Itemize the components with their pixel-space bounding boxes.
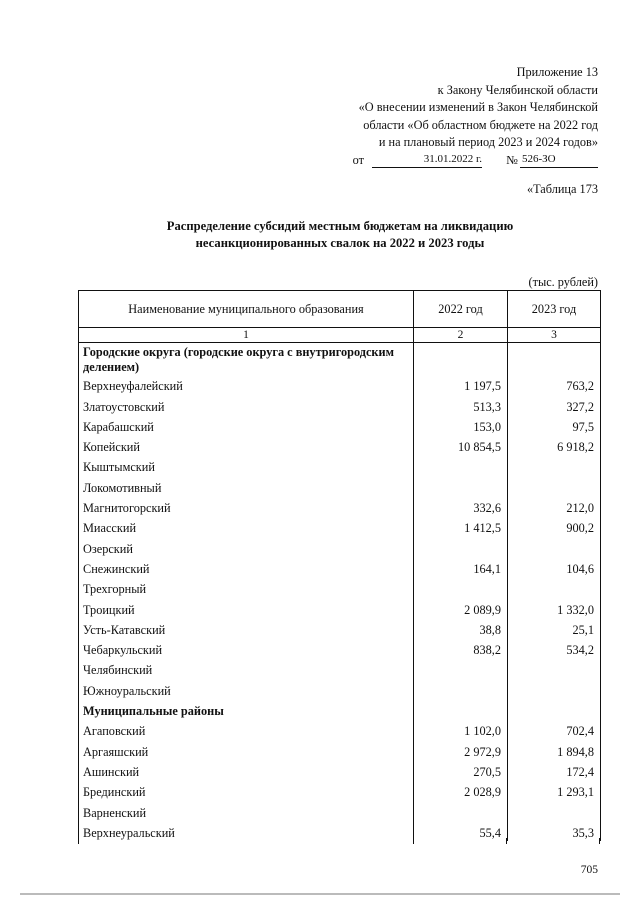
table-row <box>79 800 601 820</box>
value-2023: 702,4 <box>508 719 601 739</box>
table-row <box>79 435 601 455</box>
table-row <box>79 374 601 394</box>
municipality-name: Варненский <box>79 800 414 820</box>
appendix-line: Приложение 13 <box>516 65 598 79</box>
appendix-line: и на плановый период 2023 и 2024 годов» <box>378 135 598 149</box>
table-row <box>79 638 601 658</box>
table-row <box>79 455 601 475</box>
table-section-row <box>79 699 601 719</box>
table-row <box>79 719 601 739</box>
column-header-2022: 2022 год <box>414 291 508 328</box>
value-2022: 55,4 <box>414 821 508 841</box>
value-2023: 35,3 <box>508 821 601 841</box>
table-header-row <box>79 291 601 328</box>
value-2022 <box>414 475 508 495</box>
value-2023 <box>508 343 601 375</box>
column-number: 3 <box>508 328 601 343</box>
value-2023 <box>508 800 601 820</box>
value-2023 <box>508 475 601 495</box>
table-row <box>79 496 601 516</box>
table-reference: «Таблица 173 <box>526 182 598 196</box>
value-2023: 900,2 <box>508 516 601 536</box>
column-header-name: Наименование муниципального образования <box>79 291 414 328</box>
table-continuation <box>78 838 600 844</box>
municipality-name: Агаповский <box>79 719 414 739</box>
municipality-name: Магнитогорский <box>79 496 414 516</box>
value-2022: 2 028,9 <box>414 780 508 800</box>
document-title <box>80 218 600 252</box>
municipality-name: Кыштымский <box>79 455 414 475</box>
table-row <box>79 618 601 638</box>
value-2022: 1 412,5 <box>414 516 508 536</box>
table-row <box>79 394 601 414</box>
table-row <box>79 780 601 800</box>
value-2022 <box>414 536 508 556</box>
table-row <box>79 658 601 678</box>
value-2022: 2 089,9 <box>414 597 508 617</box>
municipality-name: Озерский <box>79 536 414 556</box>
table-row <box>79 739 601 759</box>
table-row <box>79 475 601 495</box>
title-line: несанкционированных свалок на 2022 и 2023 годы <box>195 236 485 250</box>
value-2023: 6 918,2 <box>508 435 601 455</box>
municipality-name: Муниципальные районы <box>79 699 414 719</box>
value-2023: 534,2 <box>508 638 601 658</box>
municipality-name: Ашинский <box>79 760 414 780</box>
value-2023 <box>508 577 601 597</box>
municipality-name: Челябинский <box>79 658 414 678</box>
value-2023 <box>508 699 601 719</box>
municipality-name: Городские округа (городские округа с внутригородским делением) <box>79 343 414 375</box>
law-number: 526-ЗО <box>520 152 598 168</box>
value-2022: 153,0 <box>414 415 508 435</box>
municipality-name: Миасский <box>79 516 414 536</box>
units-label: (тыс. рублей) <box>528 275 598 289</box>
value-2023: 104,6 <box>508 557 601 577</box>
value-2023: 212,0 <box>508 496 601 516</box>
title-line: Распределение субсидий местным бюджетам на ликвидацию <box>166 219 514 233</box>
column-number-row <box>79 328 601 343</box>
municipality-name: Верхнеуральский <box>79 821 414 841</box>
table-row <box>79 415 601 435</box>
law-date-number-line <box>298 152 598 170</box>
municipality-name: Аргаяшский <box>79 739 414 759</box>
column-number: 2 <box>414 328 508 343</box>
value-2023 <box>508 678 601 698</box>
column-header-2023: 2023 год <box>508 291 601 328</box>
value-2023: 327,2 <box>508 394 601 414</box>
value-2023 <box>508 658 601 678</box>
value-2022: 38,8 <box>414 618 508 638</box>
value-2022 <box>414 800 508 820</box>
value-2022: 1 197,5 <box>414 374 508 394</box>
value-2023: 1 293,1 <box>508 780 601 800</box>
value-2022 <box>414 658 508 678</box>
number-label: № <box>506 152 518 167</box>
municipality-name: Чебаркульский <box>79 638 414 658</box>
table-row <box>79 597 601 617</box>
value-2023: 97,5 <box>508 415 601 435</box>
municipality-name: Копейский <box>79 435 414 455</box>
municipality-name: Брединский <box>79 780 414 800</box>
value-2022: 1 102,0 <box>414 719 508 739</box>
value-2022: 2 972,9 <box>414 739 508 759</box>
appendix-header <box>298 64 598 170</box>
municipality-name: Карабашский <box>79 415 414 435</box>
municipality-name: Южноуральский <box>79 678 414 698</box>
scan-edge-line <box>20 893 620 895</box>
table-row <box>79 760 601 780</box>
value-2023: 1 894,8 <box>508 739 601 759</box>
from-label: от <box>352 152 364 167</box>
table-section-row <box>79 343 601 375</box>
value-2022: 838,2 <box>414 638 508 658</box>
table-row <box>79 678 601 698</box>
value-2022 <box>414 343 508 375</box>
column-number: 1 <box>79 328 414 343</box>
municipality-name: Усть-Катавский <box>79 618 414 638</box>
table-body <box>79 343 601 841</box>
subsidy-table <box>78 290 601 841</box>
value-2023: 25,1 <box>508 618 601 638</box>
municipality-name: Троицкий <box>79 597 414 617</box>
municipality-name: Трехгорный <box>79 577 414 597</box>
value-2022: 164,1 <box>414 557 508 577</box>
value-2022: 332,6 <box>414 496 508 516</box>
value-2022 <box>414 577 508 597</box>
value-2023: 763,2 <box>508 374 601 394</box>
municipality-name: Верхнеуфалейский <box>79 374 414 394</box>
appendix-line: к Закону Челябинской области <box>437 82 598 97</box>
value-2022: 270,5 <box>414 760 508 780</box>
value-2022: 513,3 <box>414 394 508 414</box>
municipality-name: Локомотивный <box>79 475 414 495</box>
law-date: 31.01.2022 г. <box>372 152 482 168</box>
value-2022 <box>414 455 508 475</box>
table-row <box>79 536 601 556</box>
appendix-line: области «Об областном бюджете на 2022 год <box>363 117 598 132</box>
appendix-line: «О внесении изменений в Закон Челябинской <box>358 100 598 114</box>
value-2022 <box>414 699 508 719</box>
municipality-name: Златоустовский <box>79 394 414 414</box>
table-row <box>79 516 601 536</box>
value-2023: 1 332,0 <box>508 597 601 617</box>
table-row <box>79 577 601 597</box>
value-2022: 10 854,5 <box>414 435 508 455</box>
value-2023: 172,4 <box>508 760 601 780</box>
table-row <box>79 557 601 577</box>
page-number: 705 <box>580 864 598 876</box>
value-2023 <box>508 536 601 556</box>
municipality-name: Снежинский <box>79 557 414 577</box>
value-2022 <box>414 678 508 698</box>
value-2023 <box>508 455 601 475</box>
